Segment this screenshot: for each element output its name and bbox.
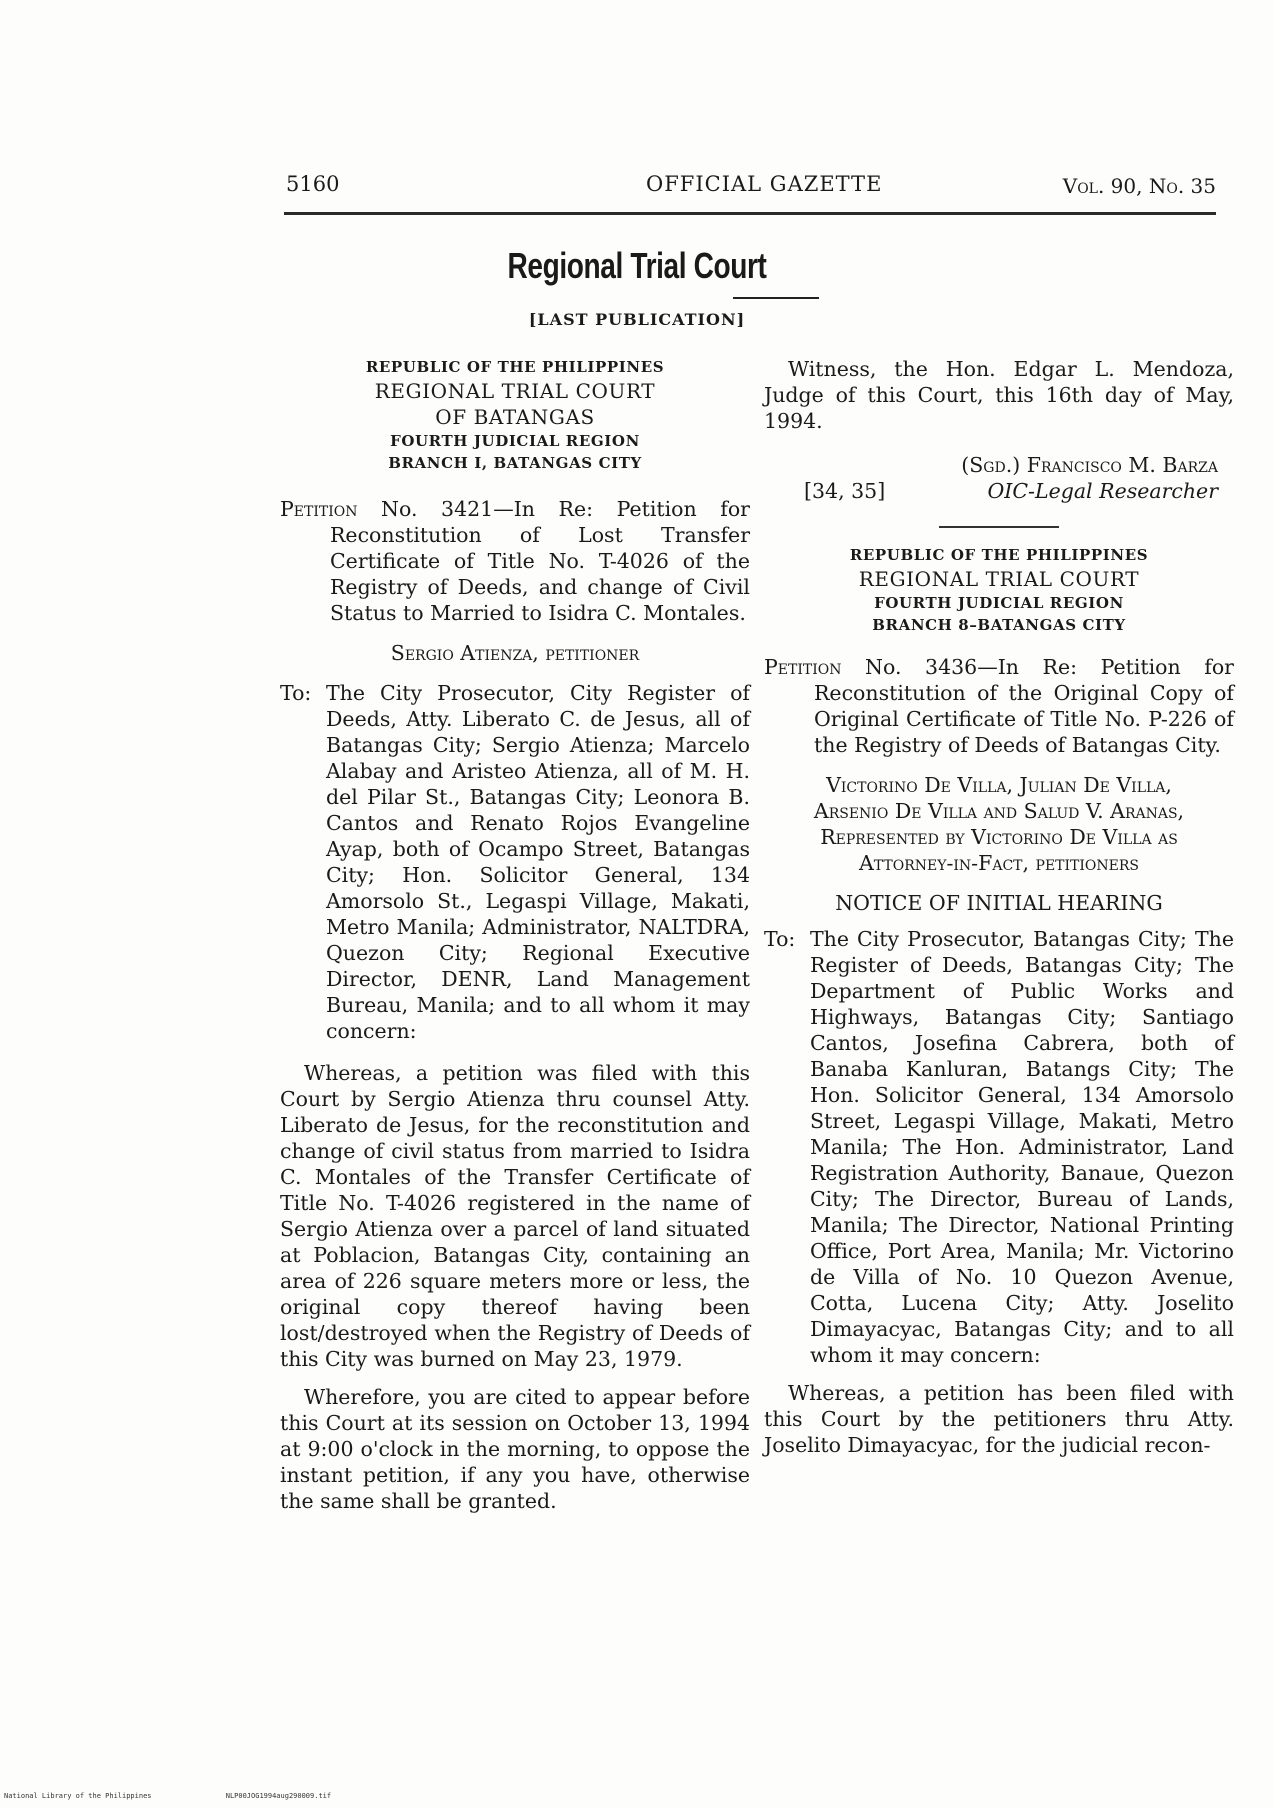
branch-label: BRANCH 8–BATANGAS CITY	[872, 616, 1126, 634]
addressees-text: The City Prosecutor, City Register of Deeds, Atty. Liberato C. de Jesus, all of Batangas City; Sergio Atienza; Marcelo Alabay and Aristeo Atienza, all of M. H. del Pilar St., Batangas City; Leonora B. Cantos and Renato Rojos Evangeline Ayap, both of Ocampo Street, Batangas City; Hon. Solicitor General, 134 Amorsolo St., Legaspi Village, Makati, Metro Manila; Administrator, NALTDRA, Quezon City; Regional Executive Director, DENR, Land Management Bureau, Manila; and to all whom it may concern:	[326, 681, 750, 1043]
petitioner-line: Sergio Atienza, petitioner	[390, 641, 640, 665]
last-publication-label: [LAST PUBLICATION]	[528, 310, 746, 329]
court-place: OF BATANGAS	[435, 405, 595, 429]
signature-line: (Sgd.) Francisco M. Barza	[961, 453, 1218, 477]
petitioners-line: Victorino De Villa, Julian De Villa,	[826, 773, 1172, 797]
addressees-text: The City Prosecutor, Batangas City; The Register of Deeds, Batangas City; The Department of Public Works and Highways, Batangas City; Santiago Cantos, Josefina Cabrera, both of Banaba Kanluran, Batangs City; The Hon. Solicitor General, 134 Amorsolo Street, Legaspi Village, Makati, Metro Manila; The Hon. Administrator, Land Registration Authority, Banaue, Quezon City; The Director, Bureau of Lands, Manila; The Director, National Printing Office, Port Area, Manila; Mr. Victorino de Villa of No. 10 Quezon Avenue, Cotta, Lucena City; Atty. Joselito Dimayacyac, Batangas City; and to all whom it may concern:	[810, 927, 1234, 1367]
scan-footer	[4, 1792, 401, 1800]
issue-numbers: [34, 35]	[804, 479, 886, 503]
petitioners-line: Represented by Victorino De Villa as	[820, 825, 1178, 849]
addressees-block	[280, 680, 750, 1044]
petition-paragraph	[764, 654, 1234, 758]
library-credit: National Library of the Philippines	[4, 1792, 152, 1800]
to-label: To:	[764, 927, 796, 951]
addressees-block	[764, 926, 1234, 1368]
court-heading-right	[764, 544, 1234, 636]
petition-label: Petition	[764, 655, 842, 679]
signer-title: OIC-Legal Researcher	[987, 479, 1218, 503]
court-name: REGIONAL TRIAL COURT	[858, 567, 1140, 591]
right-column	[764, 356, 1234, 1458]
judicial-region: FOURTH JUDICIAL REGION	[874, 594, 1124, 612]
court-name: REGIONAL TRIAL COURT	[374, 379, 656, 403]
court-heading-left	[280, 356, 750, 474]
branch-label: BRANCH I, BATANGAS CITY	[388, 454, 642, 472]
witness-paragraph: Witness, the Hon. Edgar L. Mendoza, Judge of this Court, this 16th day of May, 1994.	[764, 357, 1234, 433]
whereas-paragraph: Whereas, a petition has been filed with this Court by the petitioners thru Atty. Joselito Dimayacyac, for the judicial recon-	[764, 1381, 1234, 1457]
volume-number: Vol. 90, No. 35	[1062, 174, 1216, 198]
petition-text: No. 3421—In Re: Petition for Reconstitution of Lost Transfer Certificate of Title No. T-4026 of the Registry of Deeds, and change of Civil Status to Married to Isidra C. Montales.	[330, 497, 750, 625]
judicial-region: FOURTH JUDICIAL REGION	[390, 432, 640, 450]
wherefore-paragraph: Wherefore, you are cited to appear before this Court at its session on October 13, 1994 at 9:00 o'clock in the morning, to oppose the instant petition, if any you have, otherwise the same shall be granted.	[280, 1385, 750, 1513]
petitioners-block	[764, 772, 1234, 876]
petition-label: Petition	[280, 497, 358, 521]
to-label: To:	[280, 681, 312, 705]
left-column	[280, 356, 750, 1514]
page-number: 5160	[286, 172, 340, 196]
page-header	[286, 172, 1216, 212]
notice-heading: NOTICE OF INITIAL HEARING	[835, 891, 1163, 915]
republic-label: REPUBLIC OF THE PHILIPPINES	[849, 546, 1149, 564]
signer-block	[764, 478, 1234, 504]
publication-title: OFFICIAL GAZETTE	[646, 172, 883, 196]
whereas-paragraph: Whereas, a petition was filed with this Court by Sergio Atienza thru counsel Atty. Liberato de Jesus, for the reconstitution and change of civil status from married to Isidra C. Montales of the Transfer Certificate of Title No. T-4026 registered in the name of Sergio Atienza over a parcel of land situated at Poblacion, Batangas City, containing an area of 226 square meters more or less, the original copy thereof having been lost/destroyed when the Registry of Deeds of this City was burned on May 23, 1979.	[280, 1061, 750, 1371]
header-rule	[284, 212, 1216, 215]
republic-label: REPUBLIC OF THE PHILIPPINES	[365, 358, 665, 376]
section-title: Regional Trial Court	[507, 245, 767, 286]
title-divider	[733, 297, 819, 299]
scan-filename: NLP00JOG1994aug290009.tif	[225, 1792, 332, 1800]
petitioners-line: Arsenio De Villa and Salud V. Aranas,	[813, 799, 1185, 823]
petitioners-line: Attorney-in-Fact, petitioners	[859, 851, 1139, 875]
petition-text: No. 3436—In Re: Petition for Reconstitution of the Original Copy of Original Certificate of Title No. P-226 of the Registry of Deeds of Batangas City.	[814, 655, 1234, 757]
petition-paragraph	[280, 496, 750, 626]
